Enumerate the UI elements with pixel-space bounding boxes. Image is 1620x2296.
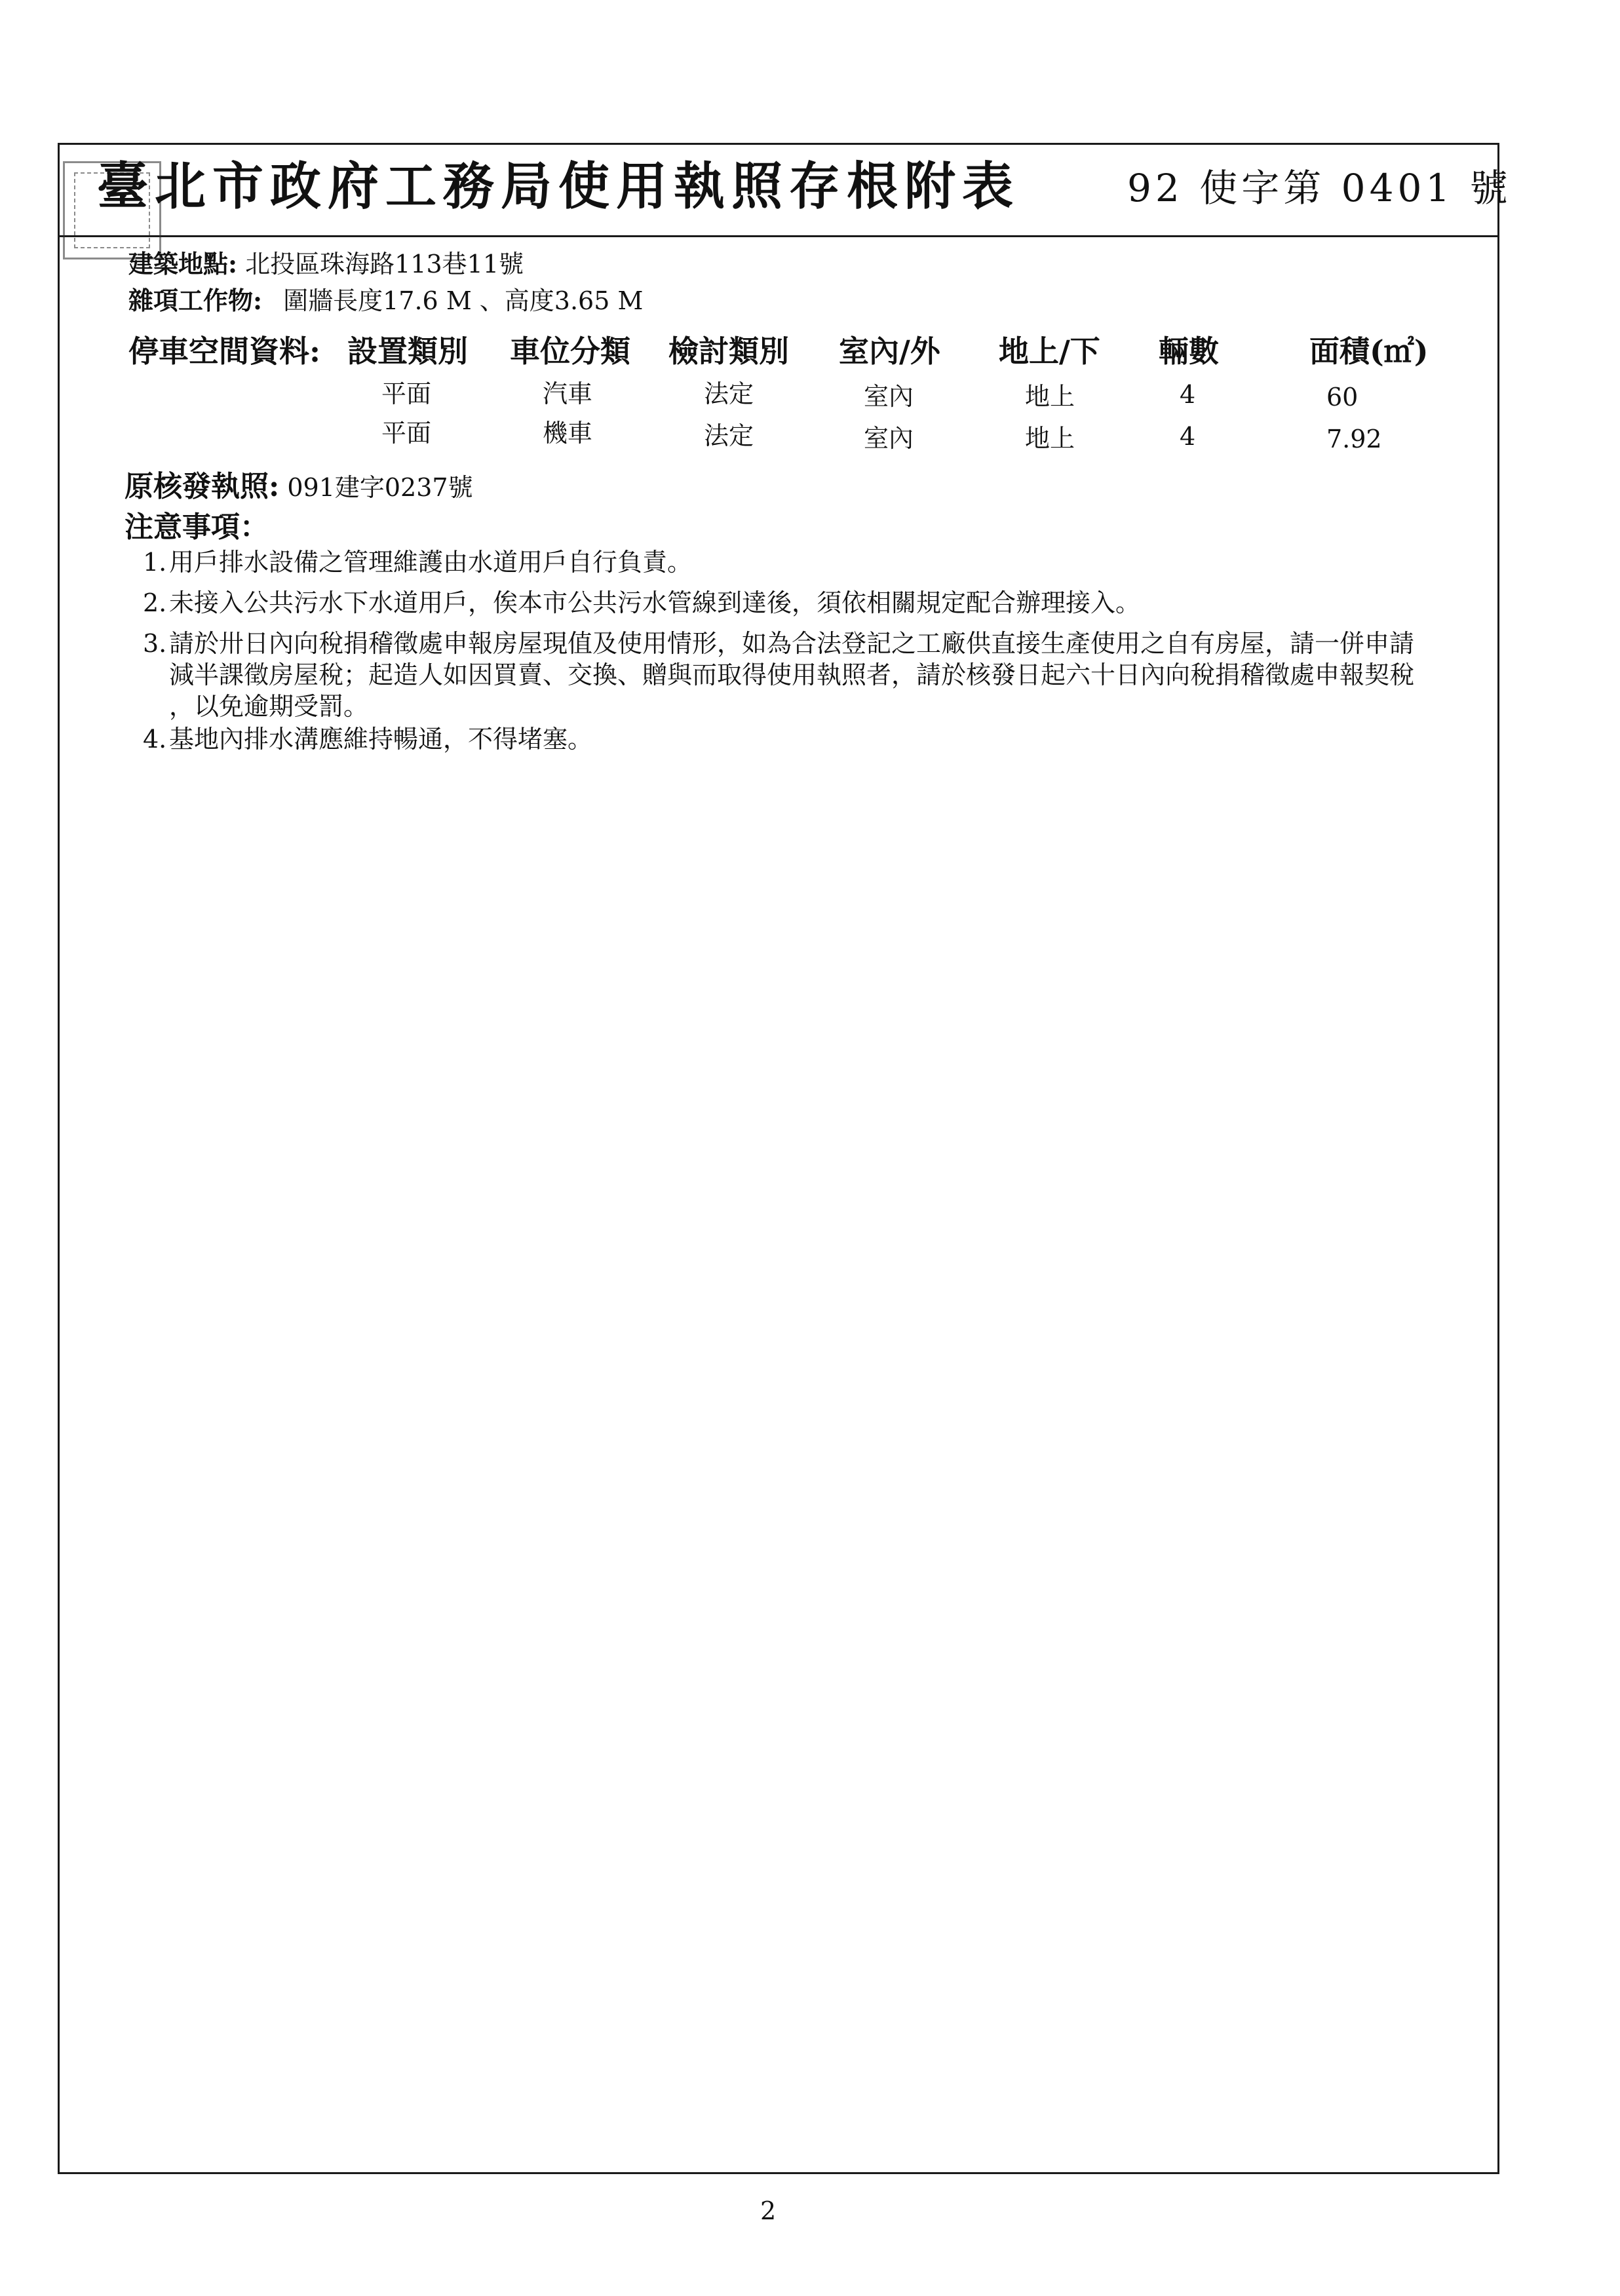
parking-cell: 7.92 <box>1326 425 1382 453</box>
parking-cell: 4 <box>1180 422 1196 451</box>
notes-title: 注意事項： <box>125 510 269 544</box>
parking-col-indoor-outdoor: 室內/外 <box>839 334 940 369</box>
misc-structure-label: 雜項工作物: <box>128 286 263 315</box>
page-number: 2 <box>760 2196 777 2225</box>
parking-cell: 平面 <box>381 419 432 448</box>
parking-col-space-class: 車位分類 <box>510 334 630 369</box>
original-permit-value: 091建字0237號 <box>287 473 473 502</box>
parking-section-label: 停車空間資料: <box>128 334 320 369</box>
note-text: 未接入公共污水下水道用戶，俟本市公共污水管線到達後，須依相關規定配合辦理接入。 <box>169 588 1141 617</box>
parking-col-review-class: 檢討類別 <box>668 334 789 369</box>
parking-cell: 機車 <box>543 419 593 448</box>
parking-cell: 地上 <box>1025 382 1075 411</box>
original-permit-row <box>125 463 473 505</box>
header-divider <box>60 235 1497 237</box>
note-number: 3. <box>143 629 167 658</box>
note-item <box>143 546 1513 578</box>
misc-structure-value: 圍牆長度17.6 M 、高度3.65 M <box>283 286 644 315</box>
parking-cell: 法定 <box>704 421 754 450</box>
building-location-label: 建築地點: <box>128 249 238 278</box>
parking-cell: 室內 <box>864 424 914 453</box>
note-text: 請於卅日內向稅捐稽徵處申報房屋現值及使用情形，如為合法登記之工廠供直接生產使用之自有房屋，請一併申請 <box>169 629 1415 658</box>
parking-cell: 地上 <box>1025 424 1075 453</box>
note-text: 減半課徵房屋稅；起造人如因買賣、交換、贈與而取得使用執照者，請於核發日起六十日內向稅捐稽徵處申報契稅 <box>169 660 1415 689</box>
parking-cell: 4 <box>1180 380 1196 409</box>
note-text: 基地內排水溝應維持暢通，不得堵塞。 <box>169 725 593 754</box>
note-text: 用戶排水設備之管理維護由水道用戶自行負責。 <box>169 548 693 577</box>
parking-cell: 室內 <box>864 382 914 411</box>
building-location-row <box>128 244 524 280</box>
parking-cell: 法定 <box>704 379 754 408</box>
parking-col-setup-type: 設置類別 <box>347 334 468 369</box>
parking-cell: 平面 <box>381 379 432 408</box>
note-number: 4. <box>143 725 167 754</box>
parking-col-area: 面積(㎡) <box>1309 334 1429 369</box>
parking-col-above-below: 地上/下 <box>999 334 1100 369</box>
note-number: 1. <box>143 548 167 577</box>
parking-cell: 60 <box>1326 383 1359 411</box>
original-permit-label: 原核發執照: <box>125 470 280 503</box>
note-item <box>143 587 1513 619</box>
permit-number: 92 使字第 0401 號 <box>1127 166 1512 210</box>
note-number: 2. <box>143 588 167 617</box>
note-item <box>143 723 1513 755</box>
parking-col-count: 輛數 <box>1159 334 1219 369</box>
parking-cell: 汽車 <box>543 379 593 408</box>
document-frame <box>58 143 1499 2174</box>
note-item <box>143 628 1513 722</box>
misc-structure-row <box>128 280 643 316</box>
document-title: 臺北市政府工務局使用執照存根附表 <box>97 157 1020 216</box>
building-location-value: 北投區珠海路113巷11號 <box>245 250 524 278</box>
note-text: ，以免逾期受罰。 <box>169 692 369 721</box>
